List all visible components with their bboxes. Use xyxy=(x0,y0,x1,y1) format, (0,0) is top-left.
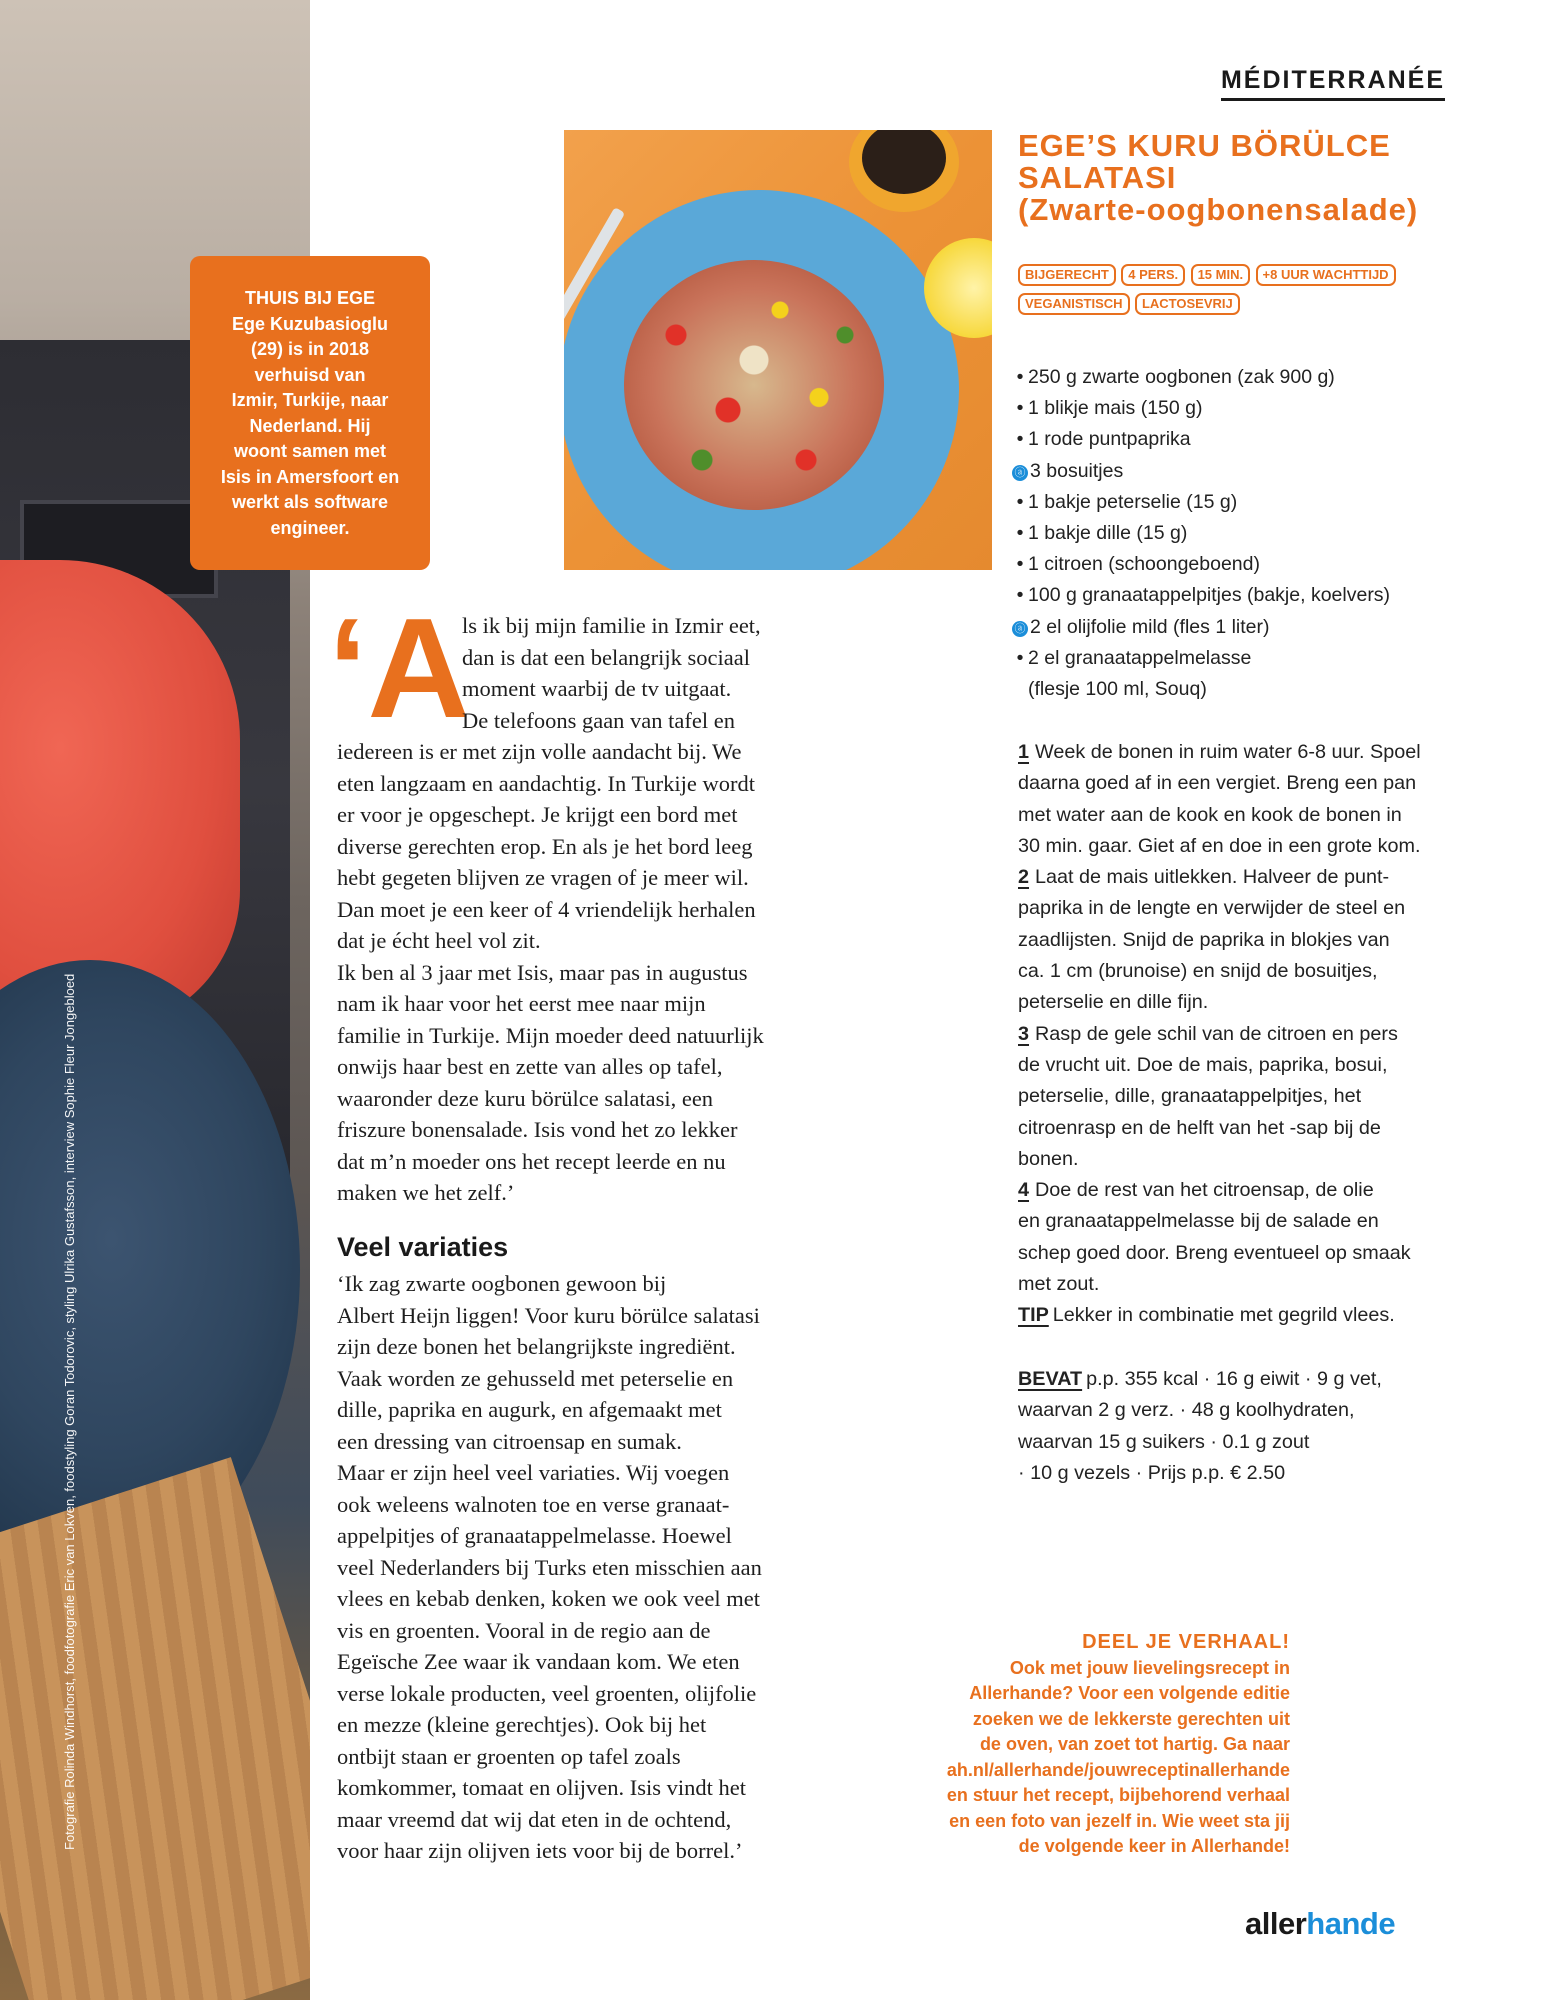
article-line: dat je écht heel vol zit. xyxy=(337,928,541,953)
article-line: zijn deze bonen het belangrijkste ingrediënt. xyxy=(337,1334,736,1359)
nutrition-label: BEVAT xyxy=(1018,1368,1083,1390)
step-line xyxy=(1018,1144,1478,1175)
step-text: peterselie, dille, granaatappelpitjes, het xyxy=(1018,1085,1362,1108)
article-line: verse lokale producten, veel groenten, olijfolie xyxy=(337,1680,757,1706)
tip xyxy=(1018,1300,1478,1331)
step-line xyxy=(1018,1206,1478,1237)
article-line: veel Nederlanders bij Turks eten misschien aan xyxy=(337,1554,762,1580)
step-line xyxy=(1018,1269,1478,1300)
article-line: ‘Ik zag zwarte oogbonen gewoon bij xyxy=(337,1271,667,1296)
article-line: Maar er zijn heel veel variaties. Wij voegen xyxy=(337,1460,730,1485)
ingredient-text: 100 g granaatappelpitjes (bakje, koelvers) xyxy=(1028,584,1391,607)
profile-box-line: verhuisd van xyxy=(254,364,366,385)
ingredient-text: (flesje 100 ml, Souq) xyxy=(1028,678,1207,701)
step-line xyxy=(1018,987,1478,1018)
step-text: 30 min. gaar. Giet af en doe in een grote kom. xyxy=(1018,834,1421,857)
article-line: dan is dat een belangrijk sociaal xyxy=(462,644,751,670)
step-text: ca. 1 cm (brunoise) en snijd de bosuitjes, xyxy=(1018,960,1378,983)
recipe-title xyxy=(1018,130,1488,226)
nutrition-line: waarvan 15 g suikers · 0.1 g zout xyxy=(1018,1430,1310,1453)
step-line xyxy=(1018,1113,1478,1144)
bullet-icon: • xyxy=(1016,366,1024,388)
ingredient-text: 250 g zwarte oogbonen (zak 900 g) xyxy=(1028,366,1335,388)
article-line: hebt gegeten blijven ze vragen of je meer wil. xyxy=(337,865,749,890)
step-text: daarna goed af in een vergiet. Breng een pan xyxy=(1018,772,1417,795)
share-heading: DEEL JE VERHAAL! xyxy=(1082,1631,1290,1653)
step-text: Doe de rest van het citroensap, de olie xyxy=(1035,1179,1374,1202)
share-line: de oven, van zoet tot hartig. Ga naar xyxy=(979,1734,1290,1754)
article-line: onwijs haar best en zette van alles op tafel, xyxy=(337,1054,723,1079)
profile-box-line: (29) is in 2018 xyxy=(250,339,370,359)
article-line: appelpitjes of granaatappelmelasse. Hoewel xyxy=(337,1523,732,1548)
article-intro xyxy=(462,610,822,736)
step-line xyxy=(1018,1238,1478,1269)
step-text: citroenrasp en de helft van het -sap bij de xyxy=(1018,1116,1381,1139)
article-line: Egeïsche Zee waar ik vandaan kom. We eten xyxy=(337,1649,740,1674)
ah-icon: ⓐ xyxy=(1012,621,1028,637)
ingredient-text: 2 el granaatappelmelasse xyxy=(1028,646,1252,669)
bullet-icon: • xyxy=(1016,490,1024,513)
article-line: er voor je opgeschept. Je krijgt een bord met xyxy=(337,802,738,827)
step-line xyxy=(1018,1175,1478,1206)
nutrition-line: p.p. 355 kcal · 16 g eiwit · 9 g vet, xyxy=(1086,1368,1382,1390)
share-line: de volgende keer in Allerhande! xyxy=(1018,1836,1290,1856)
article-body-2 xyxy=(337,1268,827,1867)
salad xyxy=(624,260,884,510)
recipe-steps xyxy=(1018,737,1478,1332)
article-line: ontbijt staan er groenten op tafel zoals xyxy=(337,1743,681,1769)
share-line: ah.nl/allerhande/jouwreceptinallerhande xyxy=(946,1759,1290,1780)
bullet-icon: • xyxy=(1016,584,1024,607)
ingredient-item xyxy=(1012,518,1482,549)
step-text: Week de bonen in ruim water 6-8 uur. Spoel xyxy=(1035,741,1421,763)
share-line: en stuur het recept, bijbehorend verhaal xyxy=(946,1785,1290,1805)
bullet-icon: • xyxy=(1016,553,1024,576)
step-text: paprika in de lengte en verwijder de steel en xyxy=(1018,897,1406,920)
article-line: De telefoons gaan van tafel en xyxy=(462,707,735,733)
ingredient-list xyxy=(1012,362,1482,705)
step-number: 4 xyxy=(1018,1179,1030,1202)
step-line xyxy=(1018,925,1478,956)
step-text: met zout. xyxy=(1018,1273,1100,1296)
step-line xyxy=(1018,1050,1478,1081)
section-label: MÉDITERRANÉE xyxy=(1221,66,1445,101)
step-line xyxy=(1018,893,1478,924)
ingredient-text: 1 blikje mais (150 g) xyxy=(1028,397,1203,420)
article-line: en mezze (kleine gerechtjes). Ook bij het xyxy=(337,1712,707,1737)
profile-box-line: woont samen met xyxy=(233,441,387,461)
step-line xyxy=(1018,768,1478,799)
article-line: Ik ben al 3 jaar met Isis, maar pas in augustus xyxy=(337,959,748,985)
article-line: maken we het zelf.’ xyxy=(337,1180,515,1205)
article-line: iedereen is er met zijn volle aandacht bij. We xyxy=(337,739,742,764)
article-line: maar vreemd dat wij dat eten in de ochtend, xyxy=(337,1806,732,1832)
article-line: friszure bonensalade. Isis vond het zo lekker xyxy=(337,1117,738,1142)
profile-box-line: Izmir, Turkije, naar xyxy=(231,390,389,410)
tip-text: Lekker in combinatie met gegrild vlees. xyxy=(1052,1304,1395,1327)
photo-credit: Fotografie Rolinda Windhorst, foodfotografie Eric van Lokven, foodstyling Goran Todorovic, styling Ulrika Gustafsson, interview Sophie Fleur Jongebloed xyxy=(62,973,77,1850)
article-line: Vaak worden ze gehusseld met peterselie en xyxy=(337,1365,734,1391)
step-line xyxy=(1018,862,1478,893)
profile-box-text xyxy=(208,312,412,542)
step-line xyxy=(1018,1019,1478,1050)
ingredient-text: 1 rode puntpaprika xyxy=(1028,428,1191,451)
step-text: bonen. xyxy=(1018,1147,1079,1170)
nutrition-line: waarvan 2 g verz. · 48 g koolhydraten, xyxy=(1018,1399,1355,1422)
ingredient-text: 1 bakje peterselie (15 g) xyxy=(1028,490,1238,513)
bullet-icon: • xyxy=(1016,428,1024,451)
ingredient-text: 1 citroen (schoongeboend) xyxy=(1028,553,1260,576)
step-line xyxy=(1018,737,1478,768)
article-line: komkommer, tomaat en olijven. Isis vindt het xyxy=(337,1775,747,1800)
ingredient-text: 3 bosuitjes xyxy=(1030,459,1124,482)
share-your-story xyxy=(880,1630,1290,1860)
article-line: Albert Heijn liggen! Voor kuru börülce salatasi xyxy=(337,1302,760,1328)
step-text: Rasp de gele schil van de citroen en pers xyxy=(1035,1022,1398,1045)
article-line: vlees en kebab denken, koken we ook veel met xyxy=(337,1586,760,1611)
ingredient-item xyxy=(1012,612,1482,643)
tag-wait-time: +8 UUR WACHTTIJD xyxy=(1256,264,1396,286)
share-text xyxy=(880,1656,1290,1860)
article-line: dille, paprika en augurk, en afgemaakt met xyxy=(337,1397,722,1422)
step-number: 2 xyxy=(1018,866,1030,889)
ingredient-item xyxy=(1012,674,1482,705)
share-line: Ook met jouw lievelingsrecept in xyxy=(1009,1657,1290,1678)
step-text: met water aan de kook en kook de bonen in xyxy=(1018,803,1402,826)
article-line: dat m’n moeder ons het recept leerde en nu xyxy=(337,1148,726,1174)
share-line: en een foto van jezelf in. Wie weet sta jij xyxy=(949,1810,1290,1831)
recipe-tags xyxy=(1018,264,1458,322)
allerhande-logo xyxy=(1245,1906,1395,1942)
profile-box-line: engineer. xyxy=(270,517,350,538)
nutrition-line: · 10 g vezels · Prijs p.p. € 2.50 xyxy=(1018,1461,1286,1484)
profile-box-line: Nederland. Hij xyxy=(249,415,371,436)
ingredient-item xyxy=(1012,643,1482,674)
step-line xyxy=(1018,831,1478,862)
article-line: familie in Turkije. Mijn moeder deed natuurlijk xyxy=(337,1022,764,1048)
step-text: de vrucht uit. Doe de mais, paprika, bosui, xyxy=(1018,1053,1388,1076)
ingredient-item xyxy=(1012,487,1482,518)
article-line: waaronder deze kuru börülce salatasi, een xyxy=(337,1085,714,1111)
recipe-title-line: EGE’S KURU BÖRÜLCE xyxy=(1018,128,1391,163)
step-text: peterselie en dille fijn. xyxy=(1018,991,1209,1014)
nutrition-info xyxy=(1018,1364,1438,1489)
step-text: en granaatappelmelasse bij de salade en xyxy=(1018,1210,1379,1233)
share-line: zoeken we de lekkerste gerechten uit xyxy=(972,1708,1290,1729)
logo-part-aller: aller xyxy=(1245,1906,1307,1941)
ingredient-item xyxy=(1012,393,1482,424)
tag-course: BIJGERECHT xyxy=(1018,264,1116,286)
article-line: ook weleens walnoten toe en verse granaat- xyxy=(337,1491,730,1517)
bullet-icon: • xyxy=(1016,522,1024,545)
share-line: Allerhande? Voor een volgende editie xyxy=(969,1683,1290,1703)
ingredient-item xyxy=(1012,362,1482,393)
profile-box-line: Ege Kuzubasioglu xyxy=(231,313,388,334)
ingredient-item xyxy=(1012,456,1482,487)
step-line xyxy=(1018,956,1478,987)
article-line: moment waarbij de tv uitgaat. xyxy=(462,676,732,701)
tip-label: TIP xyxy=(1018,1304,1049,1327)
dish-photo xyxy=(564,130,992,570)
ingredient-text: 2 el olijfolie mild (fles 1 liter) xyxy=(1030,615,1270,638)
ingredient-item xyxy=(1012,580,1482,611)
ingredient-text: 1 bakje dille (15 g) xyxy=(1028,522,1188,545)
drop-cap: ‘A xyxy=(328,589,470,748)
bullet-icon: • xyxy=(1016,397,1024,420)
profile-box xyxy=(190,256,430,570)
tag-lactose-free: LACTOSEVRIJ xyxy=(1135,293,1240,315)
step-text: Laat de mais uitlekken. Halveer de punt- xyxy=(1035,866,1390,889)
recipe-subtitle: (Zwarte-oogbonensalade) xyxy=(1018,192,1419,227)
tag-servings: 4 PERS. xyxy=(1121,264,1185,286)
article-line: eten langzaam en aandachtig. In Turkije wordt xyxy=(337,770,755,796)
tag-time: 15 MIN. xyxy=(1191,264,1251,286)
article-line: nam ik haar voor het eerst mee naar mijn xyxy=(337,991,706,1016)
profile-box-heading: THUIS BIJ EGE xyxy=(244,288,376,308)
article-line: diverse gerechten erop. En als je het bord leeg xyxy=(337,833,753,859)
recipe-title-line: SALATASI xyxy=(1018,160,1177,195)
profile-box-line: Isis in Amersfoort en xyxy=(220,466,400,487)
tag-vegan: VEGANISTISCH xyxy=(1018,293,1130,315)
step-line xyxy=(1018,1081,1478,1112)
step-line xyxy=(1018,800,1478,831)
step-text: schep goed door. Breng eventueel op smaak xyxy=(1018,1241,1411,1264)
article-line: voor haar zijn olijven iets voor bij de borrel.’ xyxy=(337,1838,743,1863)
article-body xyxy=(337,736,827,1209)
cutting-board-shape xyxy=(0,1457,310,2000)
ingredient-item xyxy=(1012,424,1482,455)
ingredient-item xyxy=(1012,549,1482,580)
article-line: Dan moet je een keer of 4 vriendelijk herhalen xyxy=(337,896,756,922)
ah-icon: ⓐ xyxy=(1012,465,1028,481)
step-number: 1 xyxy=(1018,741,1030,763)
article-line: een dressing van citroensap en sumak. xyxy=(337,1428,682,1454)
step-number: 3 xyxy=(1018,1022,1030,1045)
logo-part-hande: hande xyxy=(1306,1906,1396,1941)
article-line: vis en groenten. Vooral in de regio aan de xyxy=(337,1617,711,1643)
article-subheading: Veel variaties xyxy=(337,1232,509,1262)
article-line: ls ik bij mijn familie in Izmir eet, xyxy=(462,613,761,638)
profile-box-line: werkt als software xyxy=(231,492,389,512)
bullet-icon: • xyxy=(1016,646,1024,669)
step-text: zaadlijsten. Snijd de paprika in blokjes van xyxy=(1018,928,1390,951)
